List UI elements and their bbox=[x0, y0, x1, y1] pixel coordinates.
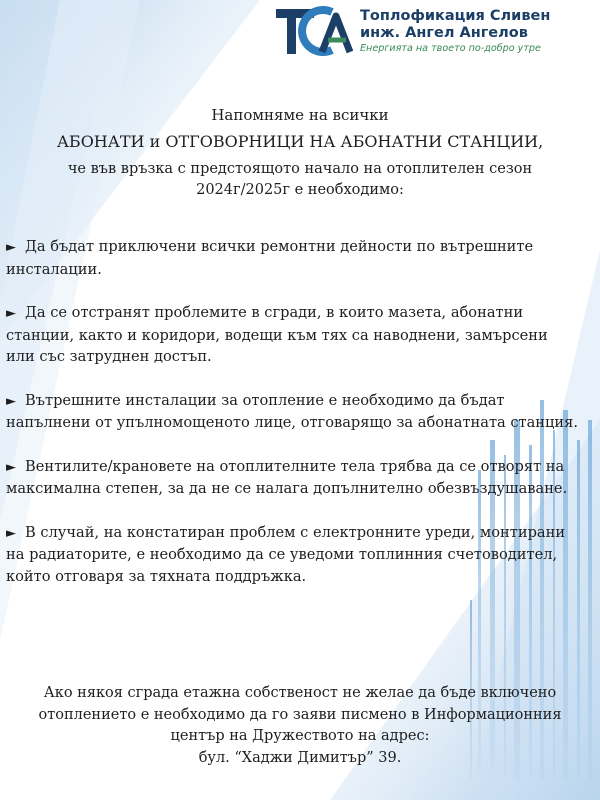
closing-address: бул. “Хаджи Димитър” 39. bbox=[198, 749, 402, 766]
bullet-arrow-icon: ► bbox=[6, 393, 16, 409]
closing-note bbox=[10, 683, 590, 769]
requirements-list bbox=[6, 236, 581, 587]
logo-mark-icon bbox=[276, 6, 360, 56]
company-logo bbox=[276, 6, 596, 56]
list-item bbox=[6, 522, 581, 588]
list-item bbox=[6, 236, 581, 280]
list-item-text: В случай, на констатиран проблем с електронните уреди, монтирани на радиаторите, е необходимо да се уведоми топлинния счетоводител, който отговаря за тяхната поддръжка. bbox=[6, 523, 566, 585]
logo-text bbox=[360, 8, 550, 55]
list-item-text: Вентилите/крановете на отоплителните тела трябва да се отворят на максимална степен, за да не се налага допълнително обезвъздушаване. bbox=[6, 457, 568, 497]
list-item-text: Да се отстранят проблемите в сгради, в които мазета, абонатни станции, както и коридори, водещи към тях са наводнени, замърсени или със затруднен достъп. bbox=[6, 304, 548, 365]
intro-line-3: че във връзка с предстоящото начало на отоплителен сезон 2024г/2025г е необходимо: bbox=[67, 161, 533, 198]
notice-intro bbox=[0, 104, 600, 201]
bullet-arrow-icon: ► bbox=[6, 525, 16, 541]
company-name-line1: Топлофикация Сливен bbox=[360, 8, 551, 24]
bullet-arrow-icon: ► bbox=[6, 306, 16, 321]
list-item bbox=[6, 456, 581, 500]
list-item-text: Вътрешните инсталации за отопление е необходимо да бъдат напълнени от упълномощеното лице, отговарящо за абонатната станция. bbox=[6, 391, 578, 431]
bullet-arrow-icon: ► bbox=[6, 240, 16, 255]
list-item-text: Да бъдат приключени всички ремонтни дейности по вътрешните инсталации. bbox=[6, 238, 534, 278]
list-item bbox=[6, 390, 581, 434]
closing-text: Ако някоя сграда етажна собственост не желае да бъде включено отоплението е необходимо да го заяви писмено в Информационния център на Дружеството на адрес: bbox=[38, 685, 562, 744]
bullet-arrow-icon: ► bbox=[6, 459, 16, 475]
list-item bbox=[6, 302, 581, 368]
intro-line-1: Напомняме на всички bbox=[211, 106, 389, 124]
company-tagline: Енергията на твоето по-добро утре bbox=[360, 43, 541, 54]
company-name-line2: инж. Ангел Ангелов bbox=[360, 25, 528, 41]
intro-heading: АБОНАТИ и ОТГОВОРНИЦИ НА АБОНАТНИ СТАНЦИИ, bbox=[56, 132, 544, 151]
